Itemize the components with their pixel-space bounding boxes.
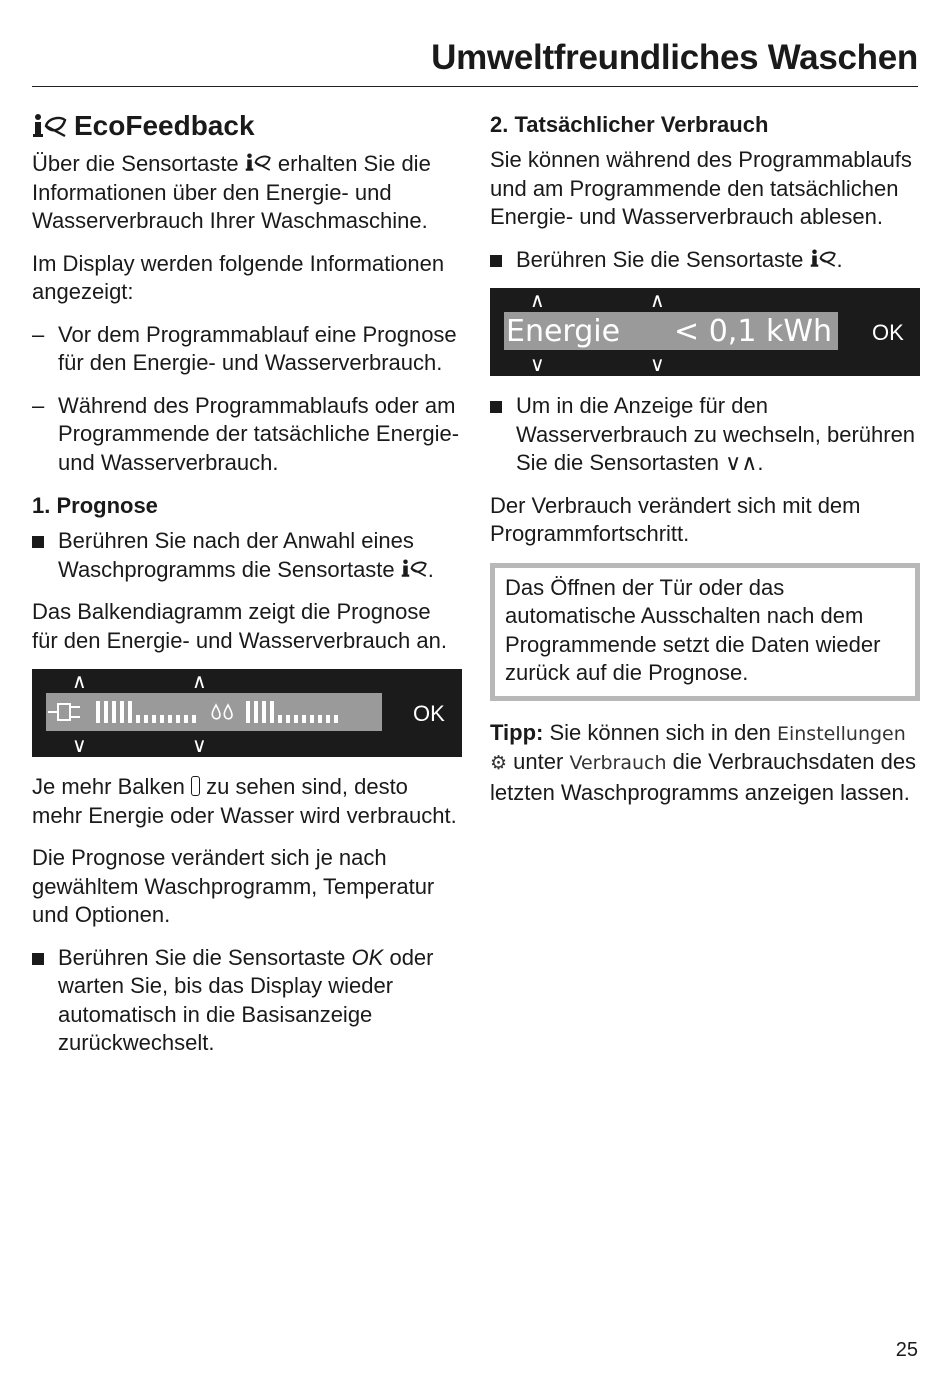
bar-full	[262, 701, 266, 723]
progress-text: Der Verbrauch verändert sich mit dem Programmfortschritt.	[490, 492, 861, 546]
bar-empty	[286, 715, 290, 723]
header-divider	[32, 86, 918, 87]
sensor-keys-icon: ∨∧	[725, 450, 758, 475]
bar-empty	[152, 715, 156, 723]
eco-info-icon	[245, 152, 272, 173]
actual-step-2: Um in die Anzeige für den Wasserverbrauch zu wechseln, berühren Sie die Sensortasten ∨∧.	[490, 392, 920, 478]
actual-consumption-text: Sie können während des Programmablaufs und am Programmende den tatsächlichen Energie- und Wasserverbrauch ablesen.	[490, 147, 912, 229]
bar-empty	[192, 715, 196, 723]
eco-info-icon	[810, 248, 837, 269]
bar-empty	[334, 715, 338, 723]
prognosis-display	[32, 669, 462, 757]
left-column	[32, 108, 462, 1072]
bar-empty	[160, 715, 164, 723]
bar-symbol-icon	[191, 776, 200, 796]
bar-empty	[168, 715, 172, 723]
prognose-step: Berühren Sie nach der Anwahl eines Waschprogramms die Sensortaste .	[32, 527, 462, 584]
settings-menu-text: Einstellungen	[776, 722, 906, 745]
tip-paragraph: Tipp: Sie können sich in den Einstellungen ⚙ unter Verbrauch die Verbrauchsdaten des letzten Waschprogramms anzeigen lassen.	[490, 719, 917, 805]
bar-full	[104, 701, 108, 723]
page-title: Umweltfreundliches Waschen	[431, 38, 918, 77]
water-bars	[246, 701, 338, 723]
bar-empty	[144, 715, 148, 723]
bar-empty	[176, 715, 180, 723]
energy-label: Energie	[506, 314, 621, 349]
section-heading-ecofeedback: EcoFeedback	[32, 110, 462, 142]
eco-info-icon	[401, 558, 428, 579]
gear-icon: ⚙	[490, 753, 508, 774]
right-column	[490, 108, 920, 821]
balken-text: Je mehr Balken zu sehen sind, desto mehr Energie oder Wasser wird verbraucht.	[32, 774, 457, 828]
up-arrow-icon: ∧	[650, 288, 665, 312]
bar-empty	[294, 715, 298, 723]
bar-full	[270, 701, 274, 723]
bar-full	[96, 701, 100, 723]
down-arrow-icon: ∨	[530, 352, 545, 376]
bar-full	[246, 701, 250, 723]
notice-text: Das Öffnen der Tür oder das automatische Ausschalten nach dem Programmende setzt die Daten wieder zurück auf die Prognose.	[505, 574, 881, 685]
bar-empty	[278, 715, 282, 723]
prognose-heading: 1. Prognose	[32, 493, 158, 518]
water-drops-icon	[212, 705, 232, 719]
bar-full	[128, 701, 132, 723]
notice-box	[490, 563, 920, 701]
bar-full	[112, 701, 116, 723]
bar-empty	[326, 715, 330, 723]
energy-bars	[96, 701, 196, 723]
actual-step-1: Berühren Sie die Sensortaste .	[490, 246, 920, 275]
dash-item-forecast: – Vor dem Programmablauf eine Prognose für den Energie- und Wasserverbrauch.	[32, 321, 462, 378]
intro-paragraph: Über die Sensortaste erhalten Sie die Informationen über den Energie- und Wasserverbrauch Ihrer Waschmaschine.	[32, 151, 431, 233]
bar-empty	[302, 715, 306, 723]
prognosis-screen	[46, 693, 382, 731]
water-down-arrow-icon: ∨	[192, 733, 207, 757]
actual-consumption-heading: 2. Tatsächlicher Verbrauch	[490, 112, 769, 137]
prognosis-bar-graph	[46, 693, 382, 731]
up-arrow-icon: ∧	[530, 288, 545, 312]
energy-down-arrow-icon: ∨	[72, 733, 87, 757]
ok-label: OK	[872, 320, 904, 345]
bar-full	[120, 701, 124, 723]
consumption-menu-text: Verbrauch	[569, 752, 667, 774]
ok-step: Berühren Sie die Sensortaste OK oder warten Sie, bis das Display wieder automatisch in die Basisanzeige zurückwechselt.	[32, 944, 462, 1058]
bar-empty	[318, 715, 322, 723]
water-up-arrow-icon: ∧	[192, 669, 207, 693]
energy-display	[490, 288, 920, 376]
energy-up-arrow-icon: ∧	[72, 669, 87, 693]
plug-icon	[48, 704, 80, 720]
eco-info-icon	[32, 112, 68, 140]
prognose-change-text: Die Prognose verändert sich je nach gewähltem Waschprogramm, Temperatur und Optionen.	[32, 845, 435, 927]
dash-item-actual: – Während des Programmablaufs oder am Programmende der tatsächliche Energie- und Wasserverbrauch.	[32, 392, 462, 478]
display-info-text: Im Display werden folgende Informationen angezeigt:	[32, 250, 445, 304]
ok-label: OK	[413, 701, 445, 726]
bar-chart-text: Das Balkendiagramm zeigt die Prognose für den Energie- und Wasserverbrauch an.	[32, 599, 447, 653]
energy-screen	[504, 312, 838, 350]
bar-empty	[136, 715, 140, 723]
tip-label: Tipp:	[490, 719, 544, 745]
down-arrow-icon: ∨	[650, 352, 665, 376]
energy-value: < 0,1 kWh	[674, 314, 832, 349]
bar-empty	[310, 715, 314, 723]
page-number: 25	[895, 1339, 918, 1361]
bar-full	[254, 701, 258, 723]
bar-empty	[184, 715, 188, 723]
